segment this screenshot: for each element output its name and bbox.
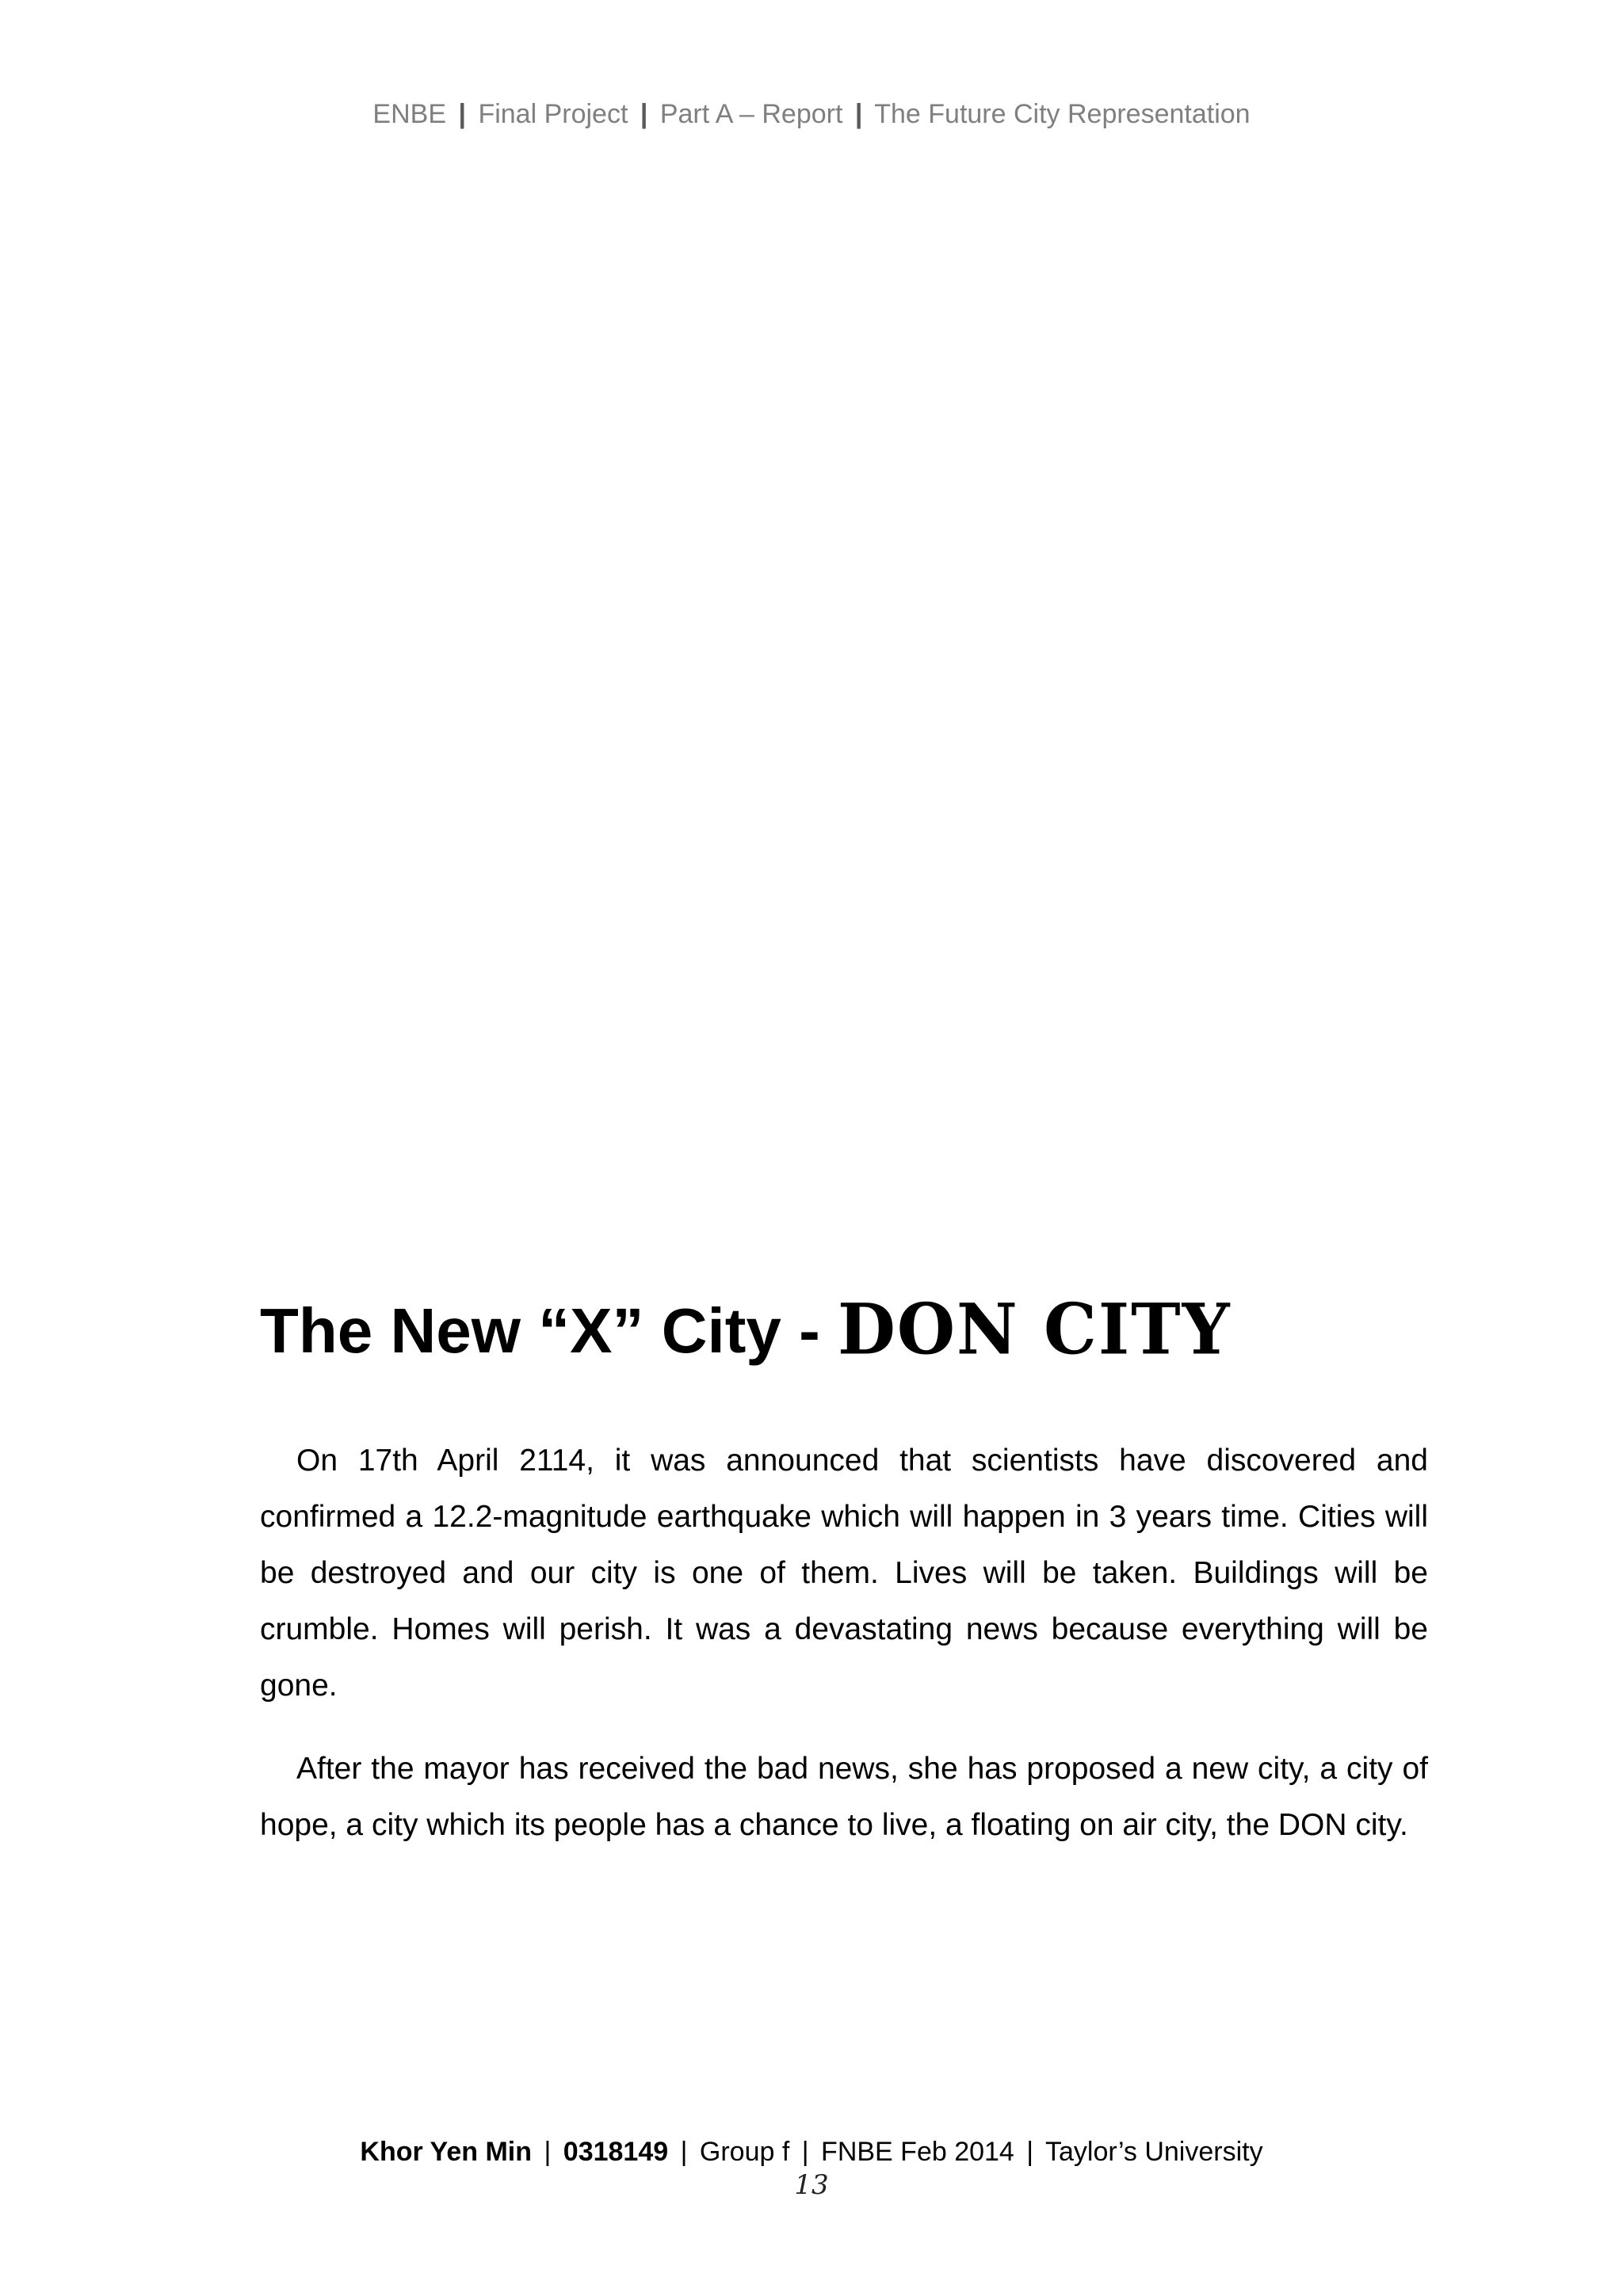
header-course: ENBE [372,99,447,129]
header-separator: | [854,99,863,129]
page-title-accent: DON CITY [837,1287,1232,1371]
running-footer [0,2134,1623,2169]
body-text [260,1432,1428,1880]
header-topic: The Future City Representation [874,99,1251,129]
footer-separator: | [680,2137,688,2167]
footer-separator: | [544,2137,552,2167]
footer-university: Taylor’s University [1044,2137,1263,2167]
footer-student-id: 0318149 [563,2137,669,2167]
footer-author-name: Khor Yen Min [360,2137,533,2167]
footer-group: Group f [699,2137,790,2167]
page-number: 13 [794,2169,829,2201]
page-title-main: The New “X” City - [260,1295,838,1366]
footer-separator: | [801,2137,809,2167]
running-header [0,97,1623,132]
header-project: Final Project [478,99,628,129]
footer-intake: FNBE Feb 2014 [821,2137,1014,2167]
header-separator: | [640,99,648,129]
header-separator: | [458,99,466,129]
paragraph: After the mayor has received the bad news, she has proposed a new city, a city of hope, a city which its people has a chance to live, a floating on air city, the DON city. [260,1752,1428,1842]
paragraph: On 17th April 2114, it was announced that scientists have discovered and confirmed a 12.2-magnitude earthquake which will happen in 3 years time. Cities will be destroyed and our city is one of them. Lives will be taken. Buildings will be crumble. Homes will perish. It was a devastating news because everything will be gone. [260,1444,1428,1703]
footer-separator: | [1026,2137,1034,2167]
header-part: Part A – Report [659,99,843,129]
page-title [260,1287,1232,1371]
